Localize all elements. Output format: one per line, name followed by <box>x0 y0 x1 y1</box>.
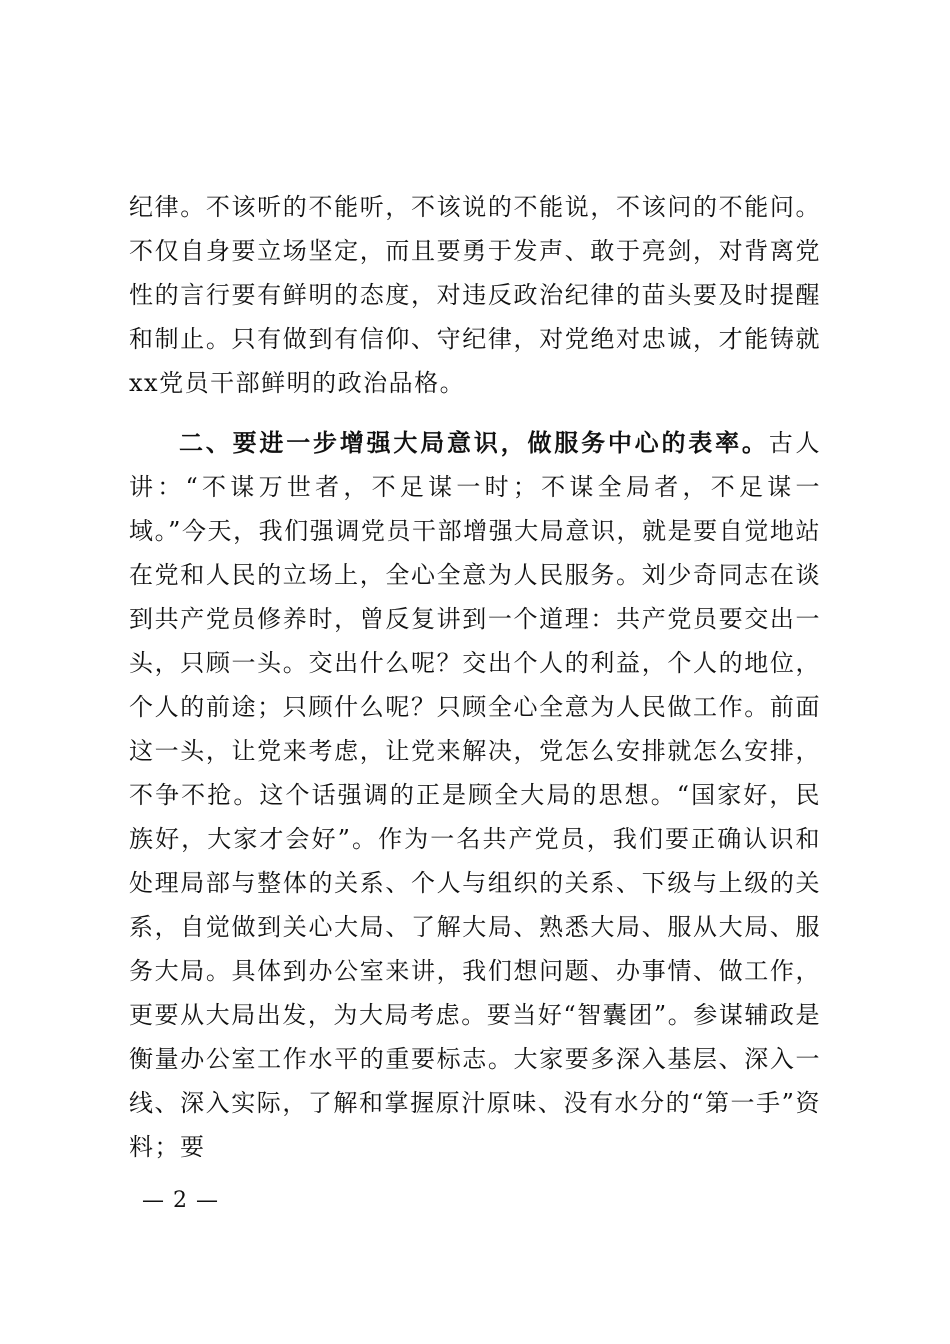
section-heading: 二、要进一步增强大局意识，做服务中心的表率。 <box>179 428 769 457</box>
section-body: 古人讲：“不谋万世者，不足谋一时；不谋全局者，不足谋一域。”今天，我们强调党员干部增强大局意识，就是要自觉地站在党和人民的立场上，全心全意为人民服务。刘少奇同志在谈到共产党员修养时，曾反复讲到一个道理：共产党员要交出一头，只顾一头。交出什么呢？交出个人的利益，个人的地位，个人的前途；只顾什么呢？只顾全心全意为人民做工作。前面这一头，让党来考虑，让党来解决，党怎么安排就怎么安排，不争不抢。这个话强调的正是顾全大局的思想。“国家好，民族好，大家才会好”。作为一名共产党员，我们要正确认识和处理局部与整体的关系、个人与组织的关系、下级与上级的关系，自觉做到关心大局、了解大局、熟悉大局、服从大局、服务大局。具体到办公室来讲，我们想问题、办事情、做工作，更要从大局出发，为大局考虑。要当好“智囊团”。参谋辅政是衡量办公室工作水平的重要标志。大家要多深入基层、深入一线、深入实际，了解和掌握原汁原味、没有水分的“第一手”资料；要 <box>129 429 822 1161</box>
paragraph-section-two <box>129 421 821 1169</box>
paragraph-continuation: 纪律。不该听的不能听，不该说的不能说，不该问的不能问。不仅自身要立场坚定，而且要勇于发声、敢于亮剑，对背离党性的言行要有鲜明的态度，对违反政治纪律的苗头要及时提醒和制止。只有做到有信仰、守纪律，对党绝对忠诚，才能铸就xx党员干部鲜明的政治品格。 <box>129 193 821 397</box>
page-number: — 2 — <box>142 1188 219 1213</box>
